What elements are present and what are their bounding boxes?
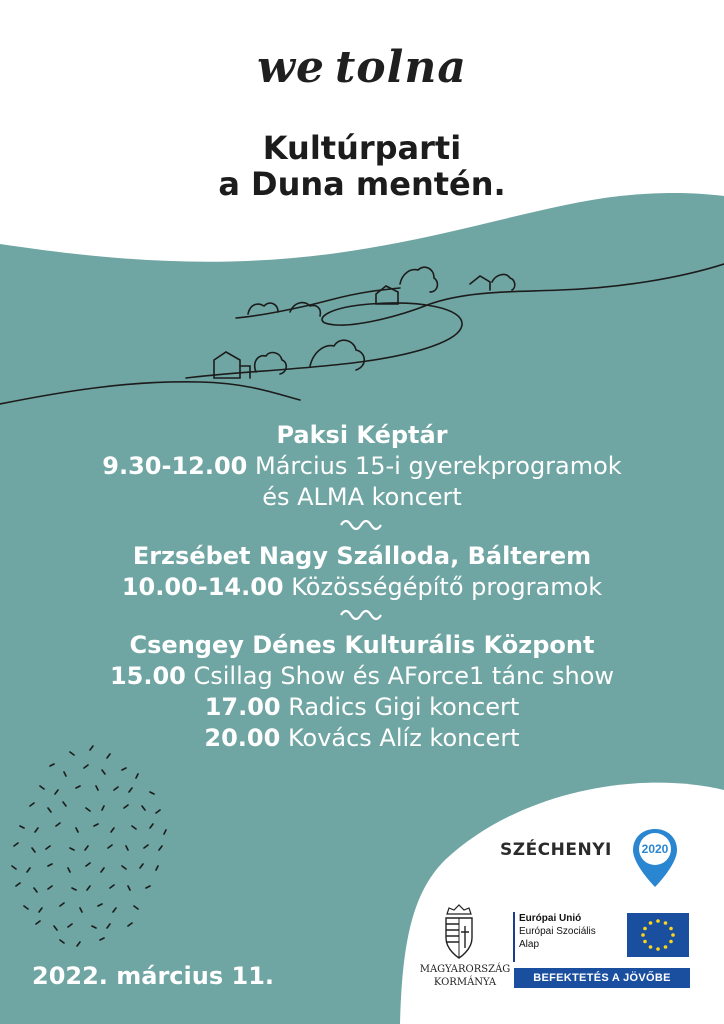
program-line <box>0 451 724 482</box>
szechenyi-pin-icon <box>630 827 680 889</box>
program-time: 20.00 <box>204 724 281 752</box>
government-label <box>405 963 525 989</box>
program-1 <box>0 419 724 531</box>
logo-tolna: tolna <box>334 42 467 93</box>
program-line <box>0 723 724 754</box>
wave-divider-icon <box>339 515 385 531</box>
logo <box>0 42 724 93</box>
venue-title: Csengey Dénes Kulturális Központ <box>129 631 595 659</box>
program-time: 17.00 <box>204 693 281 721</box>
eu-line1: Európai Unió <box>519 913 582 924</box>
eu-flag-icon <box>627 913 689 957</box>
program-line <box>0 692 724 723</box>
venue-title: Erzsébet Nagy Szálloda, Bálterem <box>132 542 592 570</box>
headline-line2: a Duna mentén. <box>218 165 506 203</box>
gov-line1: MAGYARORSZÁG <box>419 964 511 975</box>
program-3 <box>0 629 724 754</box>
wave-divider-icon <box>339 605 385 621</box>
program-text: Kovács Alíz koncert <box>287 724 520 752</box>
hungary-crest-icon <box>442 904 476 960</box>
logo-we: we <box>257 42 325 93</box>
program-time: 9.30-12.00 <box>102 452 248 480</box>
program-line <box>0 661 724 692</box>
program-text: és ALMA koncert <box>262 483 462 511</box>
program-time: 15.00 <box>109 662 186 690</box>
venue-title: Paksi Képtár <box>276 421 448 449</box>
szechenyi-year: 2020 <box>641 842 669 856</box>
eu-label <box>513 912 624 962</box>
program-text: Március 15-i gyerekprogramok <box>255 452 622 480</box>
eu-line2: Európai Szociális <box>519 926 596 937</box>
eu-line3: Alap <box>519 939 540 950</box>
program-line <box>0 482 724 513</box>
program-text: Csillag Show és AForce1 tánc show <box>193 662 615 690</box>
program-text: Közösségépítő programok <box>291 573 603 601</box>
szechenyi-label: SZÉCHENYI <box>500 840 612 860</box>
invest-banner: BEFEKTETÉS A JÖVŐBE <box>514 968 690 988</box>
program-time: 10.00-14.00 <box>121 573 284 601</box>
program-text: Radics Gigi koncert <box>288 693 520 721</box>
gov-line2: KORMÁNYA <box>433 977 497 988</box>
program-line <box>0 572 724 603</box>
program-2 <box>0 540 724 621</box>
headline <box>0 130 724 202</box>
headline-line1: Kultúrparti <box>262 129 462 167</box>
event-date: 2022. március 11. <box>32 962 275 990</box>
